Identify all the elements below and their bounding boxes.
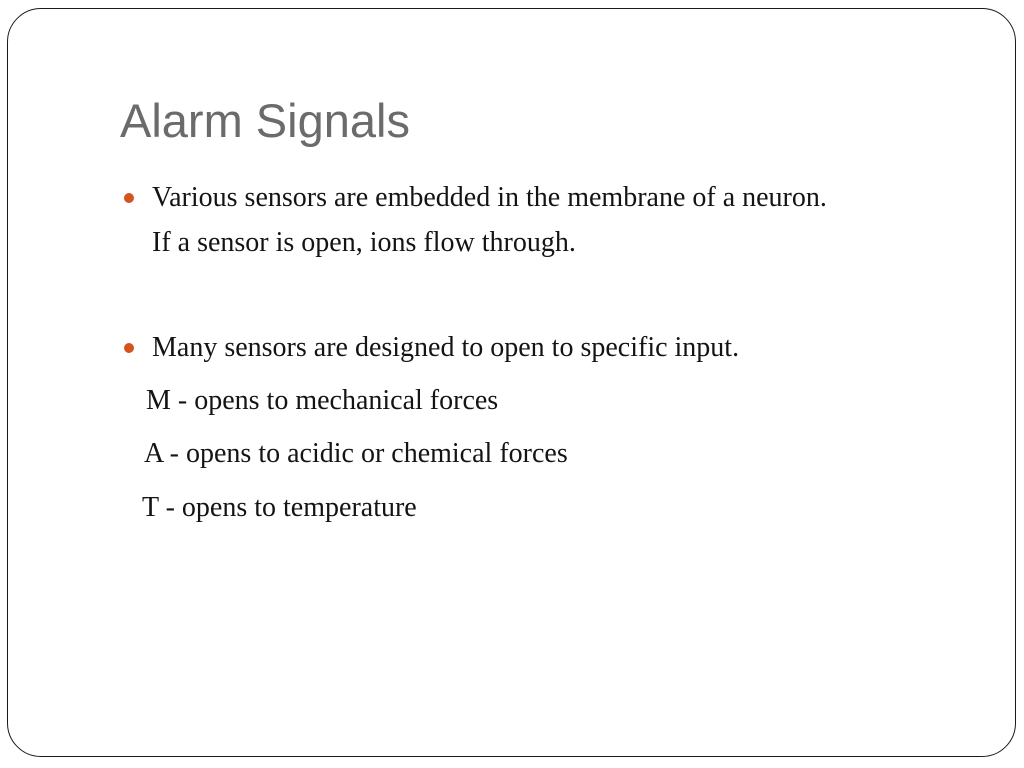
- bullet-line: Various sensors are embedded in the membrane of a neuron.: [152, 182, 827, 213]
- bullet-dot-icon: [124, 193, 134, 203]
- slide-title: Alarm Signals: [120, 94, 410, 147]
- sub-item-mechanical: M - opens to mechanical forces: [146, 385, 499, 416]
- bullet-line: Many sensors are designed to open to specific input.: [152, 332, 740, 363]
- sub-item-acidic: A - opens to acidic or chemical forces: [144, 438, 568, 469]
- bullet-text: [152, 175, 827, 265]
- bullet-line: If a sensor is open, ions flow through.: [152, 227, 576, 258]
- bullet-text: [152, 325, 739, 370]
- slide-frame: [7, 8, 1016, 757]
- bullet-dot-icon: [124, 343, 134, 353]
- sub-item-temperature: T - opens to temperature: [142, 492, 417, 523]
